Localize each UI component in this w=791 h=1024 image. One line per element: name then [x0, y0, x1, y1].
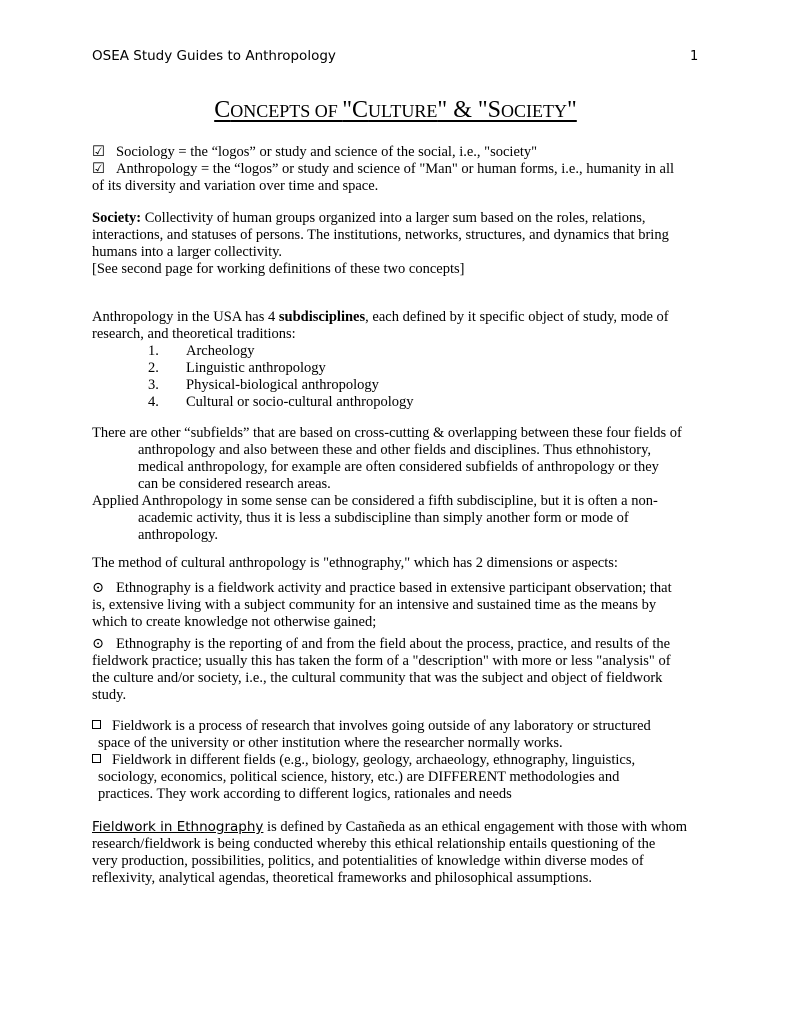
method-intro: The method of cultural anthropology is "ethnography," which has 2 dimensions or aspects:: [92, 555, 618, 571]
definition-anthropology: ☑ Anthropology = the “logos” or study and science of "Man" or human forms, i.e., humanity in all: [92, 161, 675, 177]
fieldwork-ethnography-paragraph: Fieldwork in Ethnography is defined by Castañeda as an ethical engagement with those with whom research/fieldwork is being conducted whereby this ethical relationship entails questioning of the very production, possibilities, politics, and potentialities of knowledge within diverse modes of reflexivity, analytical agendas, theoretical frameworks and philosophical assumptions.: [92, 819, 688, 886]
list-item: 4. Cultural or socio-cultural anthropology: [148, 394, 414, 410]
ethnography-bullet-1: ⊙ Ethnography is a fieldwork activity and practice based in extensive participant observation; that is, extensive living with a subject community for an intensive and sustained time as the means by which to create knowledge not otherwise gained;: [92, 580, 672, 630]
applied-anthropology-line: Applied Anthropology in some sense can be considered a fifth subdiscipline, but it is often a non-: [92, 493, 658, 509]
circle-dot-bullet-icon: ⊙: [92, 636, 105, 652]
fieldwork-in-ethnography-term: Fieldwork in Ethnography: [92, 819, 264, 835]
square-bullet-icon: [92, 754, 101, 763]
definition-sociology: ☑ Sociology = the “logos” or study and science of the social, i.e., "society": [92, 144, 538, 160]
ethnography-bullet-2: ⊙ Ethnography is the reporting of and from the field about the process, practice, and results of the fieldwork practice; usually this has taken the form of a "description" with more or less "analysis" of the culture and/or society, i.e., the cultural community that was the subject and object of fieldwork study.: [92, 636, 671, 703]
square-bullet-icon: [92, 720, 101, 729]
list-item: 1. Archeology: [148, 343, 255, 359]
society-definition: Society: Collectivity of human groups organized into a larger sum based on the roles, relations, interactions, and statuses of persons. The institutions, networks, structures, and dynamics that bring humans into a larger collectivity. [See second page for working definitions of these two concepts]: [92, 210, 669, 277]
subfields-paragraph: There are other “subfields” that are based on cross-cutting & overlapping between these four fields of anthropology and also between these and other fields and disciplines. Thus ethnohistory, medical anthropology, for example are often considered subfields of anthropology or they can be considered research areas. Applied Anthropology in some sense can be considered a fifth subdiscipline, but it is often a non- academic activity, thus it is less a subdiscipline than simply another form or mode of anthropology.: [92, 425, 704, 544]
page-number: 1: [690, 49, 699, 64]
definitions-block: ☑ Sociology = the “logos” or study and science of the social, i.e., "society" ☑ Anthropology = the “logos” or study and science of "Man" or human forms, i.e., humanity in all of its diversity and variation over time and space.: [92, 144, 704, 195]
list-item: Fieldwork in different fields (e.g., biology, geology, archaeology, ethnography, linguistics,: [92, 752, 704, 769]
list-item: 2. Linguistic anthropology: [148, 360, 326, 376]
running-header-title: OSEA Study Guides to Anthropology: [92, 48, 336, 64]
checkbox-checked-icon: ☑: [92, 161, 105, 177]
fieldwork-bullets: Fieldwork is a process of research that involves going outside of any laboratory or structured space of the university or other institution where the researcher normally works. Fieldwork in different fields (e.g., biology, geology, archaeology, ethnography, linguistics, sociology, economics, political science, history, etc.) are DIFFERENT methodologies and practices. They work according to different logics, rationales and needs: [92, 718, 704, 803]
circle-dot-bullet-icon: ⊙: [92, 580, 105, 596]
list-item: Fieldwork is a process of research that involves going outside of any laboratory or structured: [92, 718, 704, 735]
page-title: CONCEPTS OF "CULTURE" & "SOCIETY": [214, 97, 577, 123]
checkbox-checked-icon: ☑: [92, 144, 105, 160]
list-item: 3. Physical-biological anthropology: [148, 377, 379, 393]
subdisciplines-intro: Anthropology in the USA has 4 subdisciplines, each defined by it specific object of study, mode of research, and theoretical traditions:: [92, 309, 669, 342]
society-label: Society:: [92, 210, 142, 226]
subdisciplines-list: [148, 343, 414, 411]
